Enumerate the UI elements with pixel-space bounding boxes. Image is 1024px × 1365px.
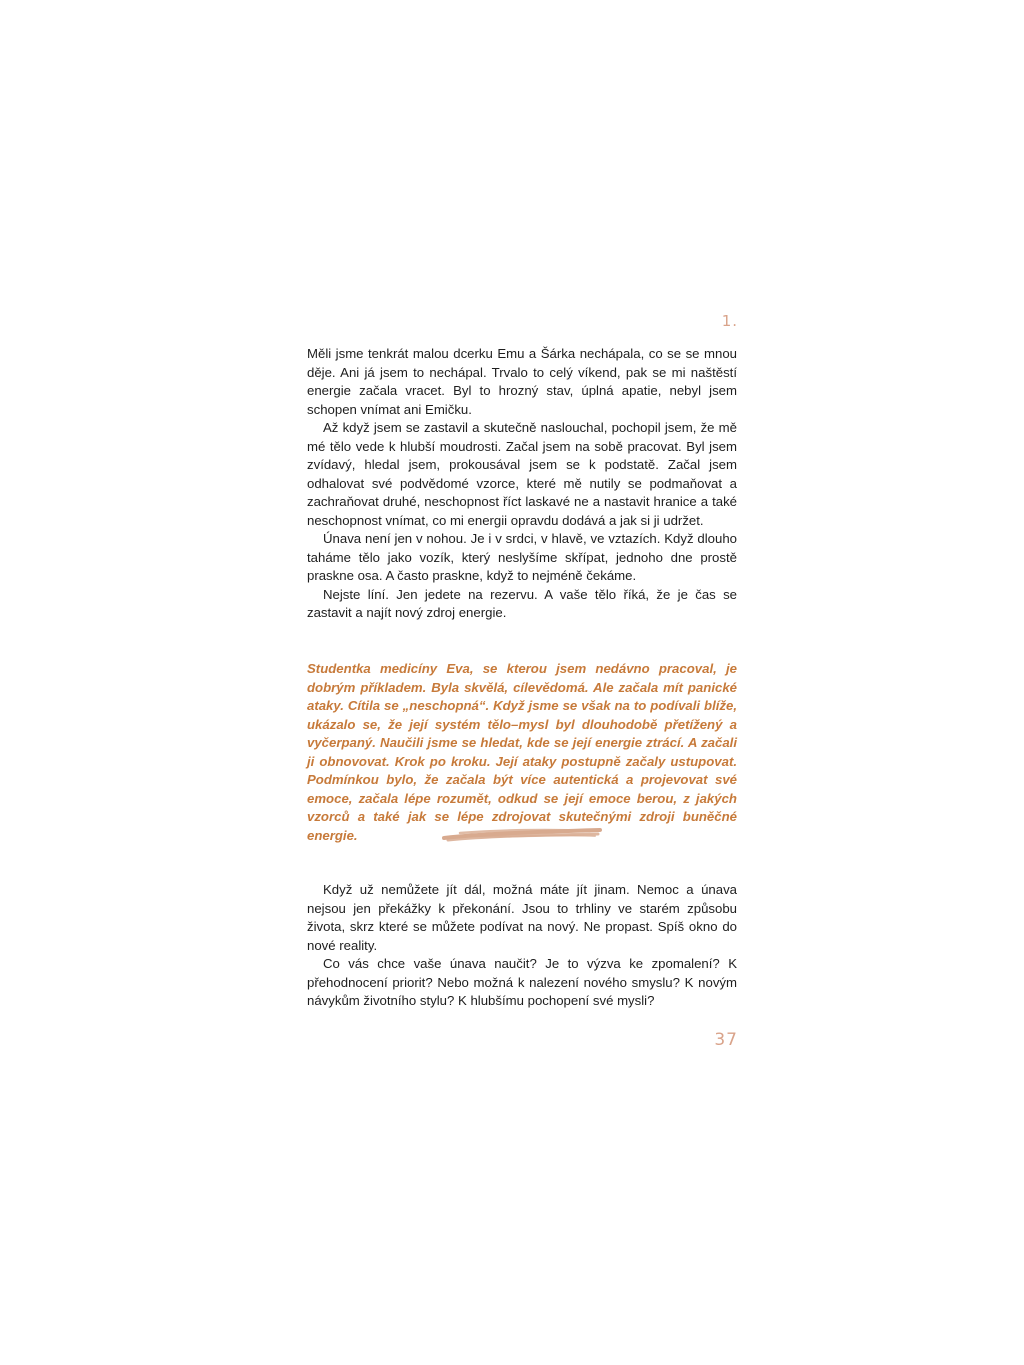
brush-stroke-divider (440, 824, 604, 844)
paragraph: Až když jsem se zastavil a skutečně naslouchal, pochopil jsem, že mě mé tělo vede k hlubší moudrosti. Začal jsem na sobě pracovat. Byl jsem zvídavý, hledal jsem, prokousával jsem se k podstatě. Začal jsem odhalovat své podvědomé vzorce, které mě nutily se podmaňovat a zachraňovat druhé, neschopnost říct laskavé ne a nastavit hranice a také neschopnost vnímat, co mi energii opravdu dodává a jak si ji udržet. (307, 420, 737, 528)
highlight-text: Studentka medicíny Eva, se kterou jsem nedávno pracoval, je dobrým příkladem. Byla skvělá, cílevědomá. Ale začala mít panické ataky. Cítila se „neschopná“. Když jsme se však na to podívali blíže, ukázalo se, že její systém tělo–mysl byl dlouhodobě přetížený a vyčerpaný. Naučili jsme se hledat, kde se její energie ztrácí. A začali ji obnovovat. Krok po kroku. Její ataky postupně začaly ustupovat. Podmínkou bylo, že začala být více autentická a projevovat své emoce, začala lépe rozumět, odkud se její emoce berou, z jakých vzorců a také jak se lépe zdrojovat skutečnými zdroji buněčné energie. (307, 661, 737, 843)
page-number: 37 (714, 1030, 738, 1050)
case-study-highlight (307, 660, 737, 845)
paragraph: Měli jsme tenkrát malou dcerku Emu a Šárka nechápala, co se se mnou děje. Ani já jsem to nechápal. Trvalo to celý víkend, pak se mi naštěstí energie začala vracet. Byl to hrozný stav, úplná apatie, nebyl jsem schopen vnímat ani Emičku. (307, 346, 737, 417)
paragraph: Když už nemůžete jít dál, možná máte jít jinam. Nemoc a únava nejsou jen překážky k překonání. Jsou to trhliny ve starém způsobu života, skrz které se můžete podívat na nový. Ne propast. Spíš okno do nové reality. (307, 882, 737, 953)
body-text-section-2 (307, 881, 737, 1011)
chapter-marker: 1. (721, 312, 738, 330)
paragraph: Nejste líní. Jen jedete na rezervu. A vaše tělo říká, že je čas se zastavit a najít nový zdroj energie. (307, 586, 737, 620)
paragraph: Co vás chce vaše únava naučit? Je to výzva ke zpomalení? K přehodnocení priorit? Nebo možná k nalezení nového smyslu? K novým návykům životního stylu? K hlubšímu pochopení své mysli? (307, 956, 737, 1008)
body-text-section-1 (307, 345, 737, 623)
paragraph: Únava není jen v nohou. Je i v srdci, v hlavě, ve vztazích. Když dlouho taháme tělo jako vozík, který neslyšíme skřípat, jednoho dne prostě praskne osa. A často praskne, když to nejméně čekáme. (307, 531, 737, 583)
